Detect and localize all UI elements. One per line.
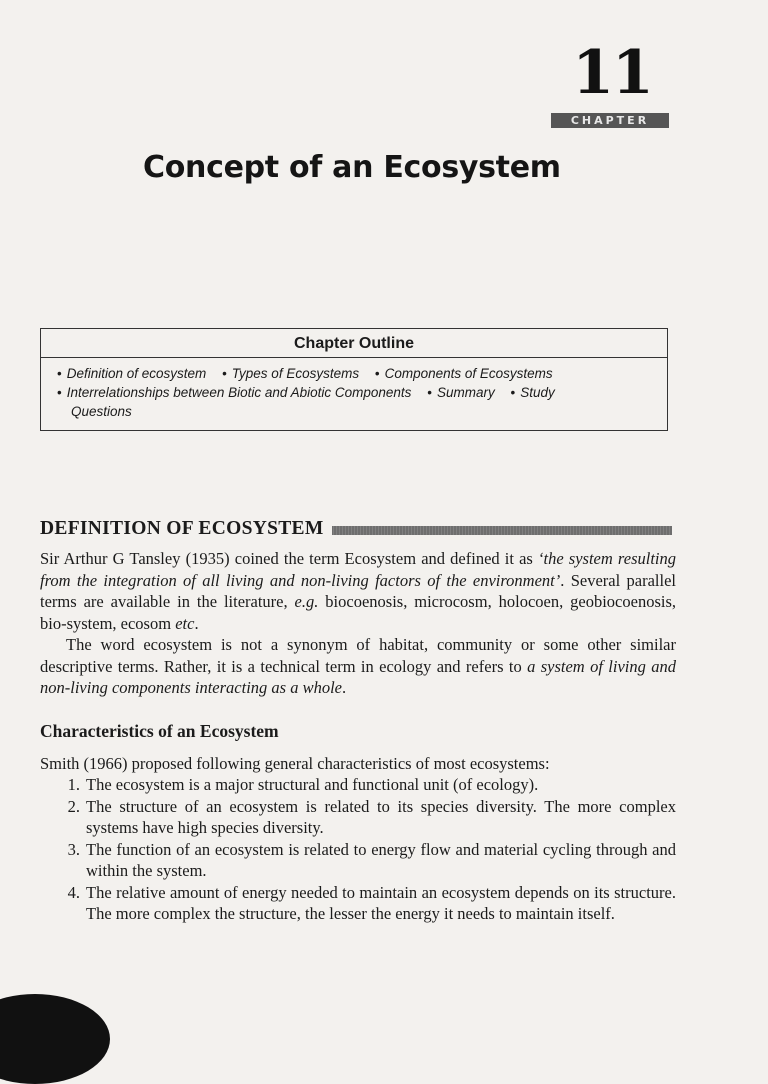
- list-item: 1. The ecosystem is a major structural and functional unit (of ecology).: [67, 775, 539, 794]
- outline-line-1: • Definition of ecosystem • Types of Ecosystems • Components of Ecosystems: [57, 366, 553, 381]
- chapter-label: CHAPTER: [551, 113, 669, 128]
- emphasized-definition: a system of living and non-living components interacting as a whole: [40, 656, 676, 697]
- characteristics-intro: Smith (1966) proposed following general characteristics of most ecosystems:: [40, 754, 550, 773]
- outline-item: Study: [520, 385, 555, 400]
- tansley-quote: ‘the system resulting from the integration of all living and non-living factors of the environment’: [40, 549, 676, 590]
- chapter-title: Concept of an Ecosystem: [143, 150, 561, 185]
- outline-line-2: • Interrelationships between Biotic and Abiotic Components • Summary • Study: [57, 385, 555, 400]
- section-heading: [40, 518, 672, 540]
- chapter-outline-heading: Chapter Outline: [41, 329, 667, 358]
- chapter-number: 11: [572, 38, 652, 108]
- list-item: 3. The function of an ecosystem is related to energy flow and material cycling through and within the system.: [67, 839, 676, 880]
- page-shadow: [0, 994, 110, 1084]
- definition-heading: DEFINITION OF ECOSYSTEM: [40, 518, 324, 539]
- outline-item: Definition of ecosystem: [66, 366, 207, 381]
- characteristics-list: [40, 774, 676, 925]
- outline-item: Interrelationships between Biotic and Abiotic Components: [66, 385, 412, 400]
- chapter-outline-body: [41, 358, 667, 421]
- definition-paragraph-1: Sir Arthur G Tansley (1935) coined the term Ecosystem and defined it as ‘the system resulting from the integration of all living and non-living factors of the environment’. Several parallel terms are available in the literature, e.g. biocoenosis, microcosm, holocoen, geobiocoenosis, bio-system, ecosom etc.: [40, 549, 676, 633]
- list-item: 4. The relative amount of energy needed to maintain an ecosystem depends on its structure. The more complex the structure, the lesser the energy it needs to maintain itself.: [67, 882, 676, 923]
- characteristics-heading: Characteristics of an Ecosystem: [40, 721, 279, 741]
- outline-item: Components of Ecosystems: [384, 366, 553, 381]
- heading-rule: [332, 526, 672, 535]
- outline-item: Types of Ecosystems: [231, 366, 360, 381]
- outline-item: Summary: [436, 385, 495, 400]
- definition-paragraph-2: The word ecosystem is not a synonym of habitat, community or some other similar descriptive terms. Rather, it is a technical term in ecology and refers to a system of living and non-living components interacting as a whole.: [40, 635, 676, 697]
- outline-line-3: Questions: [71, 404, 132, 419]
- chapter-outline-box: [40, 328, 668, 431]
- list-item: 2. The structure of an ecosystem is related to its species diversity. The more complex systems have high species diversity.: [67, 796, 676, 837]
